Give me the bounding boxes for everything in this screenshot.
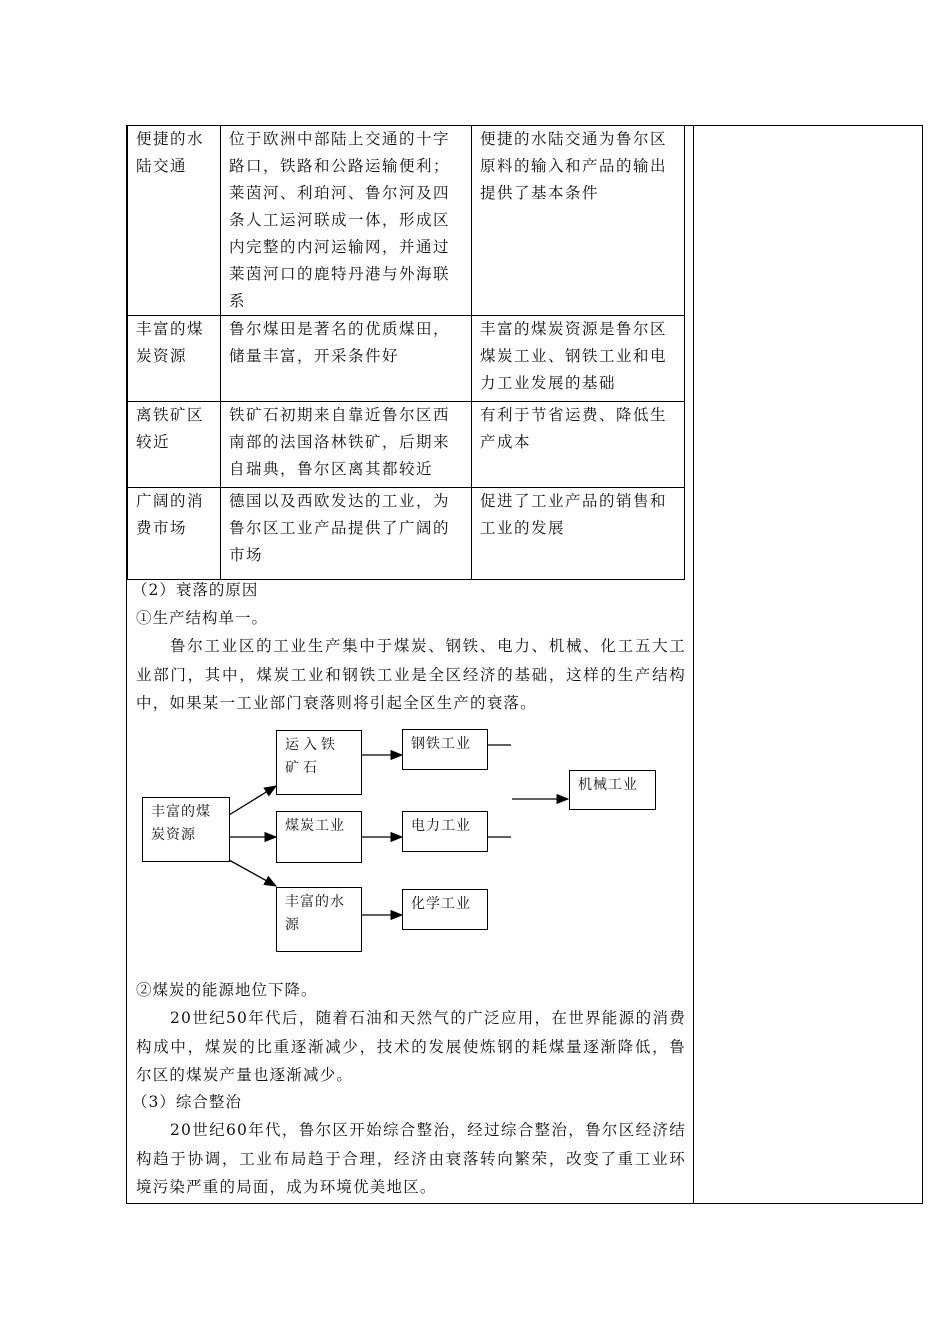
coal-resource-box: 丰富的煤炭资源 xyxy=(142,797,230,862)
condition-cell: 铁矿石初期来自靠近鲁尔区西南部的法国洛林铁矿，后期来自瑞典，鲁尔区离其都较近 xyxy=(221,402,472,488)
factor-cell: 丰富的煤炭资源 xyxy=(128,316,221,402)
section-heading: （2）衰落的原因 xyxy=(132,581,259,599)
condition-cell: 鲁尔煤田是著名的优质煤田，储量丰富，开采条件好 xyxy=(221,316,472,402)
paragraph: 鲁尔工业区的工业生产集中于煤炭、钢铁、电力、机械、化工五大工业部门，其中，煤炭工业和钢铁工业是全区经济的基础，这样的生产结构中，如果某一工业部门衰落则将引起全区生产的衰落。 xyxy=(136,637,686,712)
coal-industry-box: 煤炭工业 xyxy=(276,811,362,863)
condition-cell: 位于欧洲中部陆上交通的十字路口，铁路和公路运输便利；莱茵河、利珀河、鲁尔河及四条人工运河联成一体，形成区内完整的内河运输网，并通过莱茵河口的鹿特丹港与外海联系 xyxy=(221,126,472,316)
iron-ore-box: 运入铁矿石 xyxy=(276,730,362,795)
reason-heading: ②煤炭的能源地位下降。 xyxy=(136,981,318,999)
machinery-industry-box: 机械工业 xyxy=(569,770,656,810)
water-resource-box: 丰富的水源 xyxy=(276,887,362,952)
arrow-to-water xyxy=(229,860,276,886)
steel-industry-box: 钢铁工业 xyxy=(402,729,488,770)
effect-cell: 促进了工业产品的销售和工业的发展 xyxy=(472,488,685,580)
effect-cell: 便捷的水陆交通为鲁尔区原料的输入和产品的输出提供了基本条件 xyxy=(472,126,685,316)
power-industry-box: 电力工业 xyxy=(402,811,488,852)
paragraph: 20世纪50年代后，随着石油和天然气的广泛应用，在世界能源的消费构成中，煤炭的比重逐渐减少，技术的发展使炼钢的耗煤量逐渐降低，鲁尔区的煤炭产量也逐渐减少。 xyxy=(136,1009,686,1084)
section-heading: （3）综合整治 xyxy=(132,1093,242,1111)
effect-cell: 有利于节省运费、降低生产成本 xyxy=(472,402,685,488)
arrow-to-iron-ore xyxy=(229,786,276,815)
effect-cell: 丰富的煤炭资源是鲁尔区煤炭工业、钢铁工业和电力工业发展的基础 xyxy=(472,316,685,402)
paragraph: 20世纪60年代，鲁尔区开始综合整治，经过综合整治，鲁尔区经济结构趋于协调，工业布局趋于合理，经济由衰落转向繁荣，改变了重工业环境污染严重的局面，成为环境优美地区。 xyxy=(136,1121,686,1196)
factor-cell: 便捷的水陆交通 xyxy=(128,126,221,316)
reason-heading: ①生产结构单一。 xyxy=(136,609,269,627)
chemical-industry-box: 化学工业 xyxy=(402,889,488,930)
factor-cell: 离铁矿区较近 xyxy=(128,402,221,488)
factor-cell: 广阔的消费市场 xyxy=(128,488,221,580)
condition-cell: 德国以及西欧发达的工业，为鲁尔区工业产品提供了广阔的市场 xyxy=(221,488,472,580)
